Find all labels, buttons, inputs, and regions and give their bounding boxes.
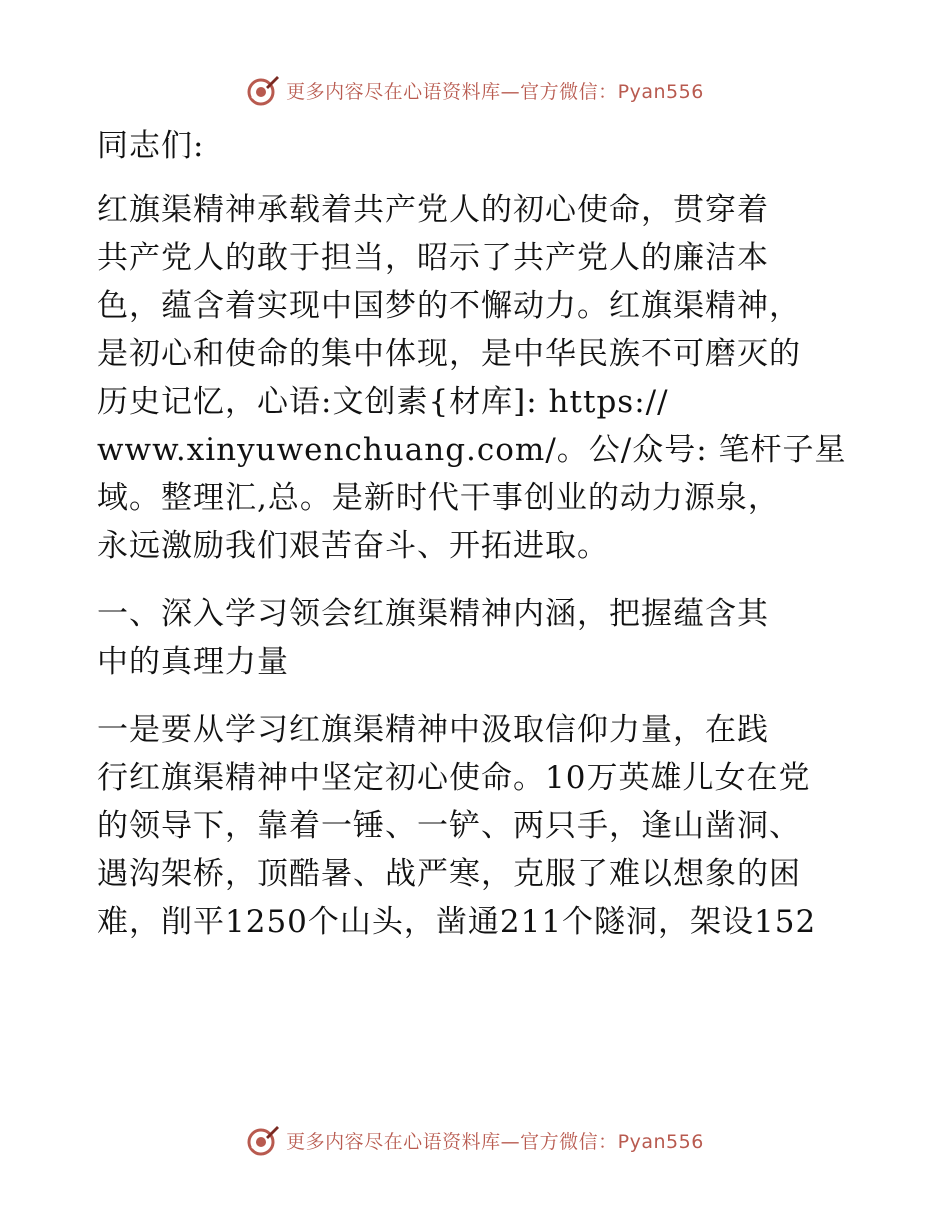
paragraph-intro [97,186,857,570]
salutation [97,122,857,170]
footer-watermark [0,1120,950,1160]
quill-circle-logo-icon [246,73,280,107]
section-heading [97,590,857,686]
heading-line: 中的真理力量 [97,644,289,680]
text-line: 永远激励我们艰苦奋斗、开拓进取。 [97,528,609,564]
heading-line: 一、深入学习领会红旗渠精神内涵，把握蕴含其 [97,596,769,632]
text-line: 难，削平1250个山头，凿通211个隧洞，架设152 [97,904,817,940]
text-line: 的领导下，靠着一锤、一铲、两只手，逢山凿洞、 [97,808,801,844]
text-line: 共产党人的敢于担当，昭示了共产党人的廉洁本 [97,240,769,276]
text-line: 是初心和使命的集中体现，是中华民族不可磨灭的 [97,336,801,372]
text-line: 色，蕴含着实现中国梦的不懈动力。红旗渠精神， [97,288,801,324]
text-line: www.xinyuwenchuang.com/。公/众号: 笔杆子星 [97,432,847,468]
paragraph-point-one [97,706,857,946]
document-body [97,122,857,946]
text-line: 遇沟架桥，顶酷暑、战严寒，克服了难以想象的困 [97,856,801,892]
salutation-line: 同志们: [97,128,205,164]
header-watermark [0,70,950,110]
text-line: 一是要从学习红旗渠精神中汲取信仰力量，在践 [97,712,769,748]
text-line: 域。整理汇,总。是新时代干事创业的动力源泉， [97,480,780,516]
quill-circle-logo-icon [246,1123,280,1157]
text-line: 行红旗渠精神中坚定初心使命。10万英雄儿女在党 [97,760,811,796]
watermark-text: 更多内容尽在心语资料库—官方微信：Pyan556 [286,1130,704,1153]
text-line: 红旗渠精神承载着共产党人的初心使命，贯穿着 [97,192,769,228]
text-line: 历史记忆，心语:文创素{材库]: https:// [97,384,669,420]
watermark-text: 更多内容尽在心语资料库—官方微信：Pyan556 [286,80,704,103]
